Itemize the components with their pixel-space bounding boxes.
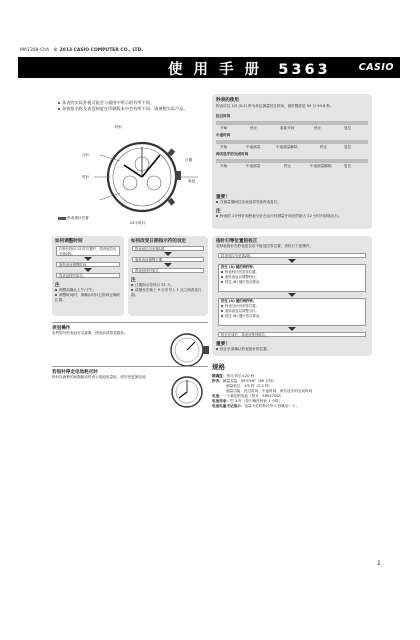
set-date-step-1: 将表冠拉出至第1段。 (132, 246, 204, 251)
label-hour: 时针 (82, 175, 90, 179)
set-date-title: 如何改变日期指示符的设定 (131, 239, 187, 244)
step: 重新开始 (280, 126, 295, 130)
row-label-split: 中途时间 (216, 133, 231, 137)
hand-adjust-done: 校正完成后，将表冠按回原位。 (218, 332, 366, 337)
specs-row: 电池电量不足指示：电量不足时秒针每 2 秒跳动一下。 (212, 404, 300, 408)
watch-illustration (80, 125, 210, 225)
header-code: MA1308-ChA © 2013 CASIO COMPUTER CO., LTD. (20, 48, 144, 53)
step: 停止 (314, 126, 322, 130)
battery-title: 若指针停走电池耗尽时 (52, 370, 98, 375)
important-text: 在测量期间拉出表冠将导致秒表复位。 (216, 200, 368, 205)
stopwatch-title: 秒表的使用 (216, 98, 239, 103)
crown-desc: 有些型号的表冠可以旋紧，使用前请将其旋松。 (52, 331, 128, 335)
set-time-step-3: 将表冠按回原位。 (56, 273, 120, 278)
specs-row: 电池：一个氧化银电池（型号：SR927SW） (212, 394, 284, 398)
label-minute: 分针 (82, 153, 90, 157)
step: 复位 (344, 145, 352, 149)
label-date: 日期 (185, 158, 193, 162)
set-time-note-title: 注 (55, 283, 60, 288)
hand-adjust-step-1: 按住 (A) 键约两秒钟。 秒表秒针回到零位置。 旋转表冠以调整秒针。 按住 (B) 键可依次移动。 (218, 264, 366, 292)
stopwatch-panel (212, 94, 372, 229)
step: 中途测量 (246, 164, 261, 168)
hand-adjust-title: 指针归零位置的校正 (216, 239, 258, 244)
step: 开始 (220, 164, 228, 168)
set-date-note-title: 注 (131, 278, 136, 283)
step: 停止 (284, 164, 292, 168)
set-date-panel (128, 236, 208, 316)
step: 停止 (320, 145, 328, 149)
set-date-step-2: 旋转表冠调整日期。 (132, 257, 204, 262)
step: 开始 (220, 145, 228, 149)
hand-adjust-important: 校正后请确认秒表指针的位置。 (216, 347, 368, 352)
specs-row: 测量单位：1/5 秒（0.2 秒） (226, 384, 273, 388)
set-time-panel (52, 236, 124, 316)
stopwatch-desc: 秒表可以 1/5 (0.2) 秒为单位测量经过时间，测时限度是 59 分 59.8 秒。 (216, 104, 334, 108)
title-banner (18, 57, 400, 78)
specs-row: 秒表：测量容量：59'59.8"（60 分钟） (212, 379, 277, 383)
step: 开始 (220, 126, 228, 130)
specs-row: 测量功能：经过时间、中途时间、两名选手的完成时间 (226, 389, 313, 393)
step: 中途测量 (246, 145, 261, 149)
set-time-step-2: 旋转表冠调整时间。 (56, 262, 120, 267)
specs-section (212, 362, 382, 409)
set-date-notes: 日期指示符每月 31 天。 请避免在晚上 9 点至早上 1 点之间改变日期。 (131, 283, 202, 297)
set-time-notes: 调整前确认上午/下午。 调整时间时，请确认时针已指向正确的位置。 (55, 288, 121, 302)
label-24hour: 24小时针 (130, 221, 146, 225)
hand-adjust-step-2: 按住 (A) 键约两秒钟。 秒表分针回到零位置。 旋转表冠以调整分针。 按住 (B) 键可依次移动。 (218, 298, 366, 326)
set-time-step-1: 在秒针指向 12 时位置时，将表冠拉出至第2段。 (56, 246, 120, 256)
page-number: 1 (377, 560, 381, 567)
hand-adjust-desc: 若秒表指针在秒表复位后不能返回零位置，请执行下述操作。 (216, 244, 314, 248)
important-title: 重要！ (216, 195, 230, 200)
label-crown: 表冠 (188, 179, 196, 183)
step: 停止 (250, 126, 258, 130)
hand-adjust-pull: 将表冠拉出至第2段。 (218, 253, 366, 258)
note-text: 秒表的 1分钟针和秒表分针在运行时测量开始后的最大 12 小时内持续运行。 (216, 214, 368, 219)
label-second: 秒针 (115, 125, 123, 129)
specs-row: 电池寿命：约 3 年（每天操作秒表 1 小时） (212, 399, 283, 403)
specs-title: 规格 (212, 363, 225, 371)
hand-adjust-panel (212, 236, 372, 356)
hand-adjust-important-title: 重要！ (216, 342, 230, 347)
step: 中途测量解除 (310, 164, 332, 168)
step: 复位 (344, 164, 352, 168)
specs-row: 精确度：每月平均 ±20 秒 (212, 374, 255, 378)
set-date-step-3: 将表冠按回原位。 (132, 268, 204, 273)
crown-title: 表冠操作 (52, 326, 71, 331)
legend: 秒表指针位置 (58, 216, 89, 221)
page-title: 使 用 手 册 5363 (168, 62, 331, 78)
casio-logo: CASIO (358, 62, 394, 73)
step: 中途测量解除 (276, 145, 298, 149)
step: 复位 (344, 126, 352, 130)
intro-bullets: 本表的实际外观可能会与插图中所示的有所不同。 各按钮名称及表盘刻度在印刷版本中会有所不同，请参照实际产品。 (58, 100, 198, 111)
set-time-title: 如何调整时间 (55, 239, 83, 244)
row-label-finish: 两名选手的完成时间 (216, 152, 249, 156)
battery-illustration (165, 370, 215, 415)
battery-desc: 秒针以两秒的间隔跳动时表示电池电量低，请尽快更换电池。 (52, 375, 150, 379)
note-title: 注 (216, 209, 221, 214)
row-label-elapsed: 经过时间 (216, 114, 231, 118)
